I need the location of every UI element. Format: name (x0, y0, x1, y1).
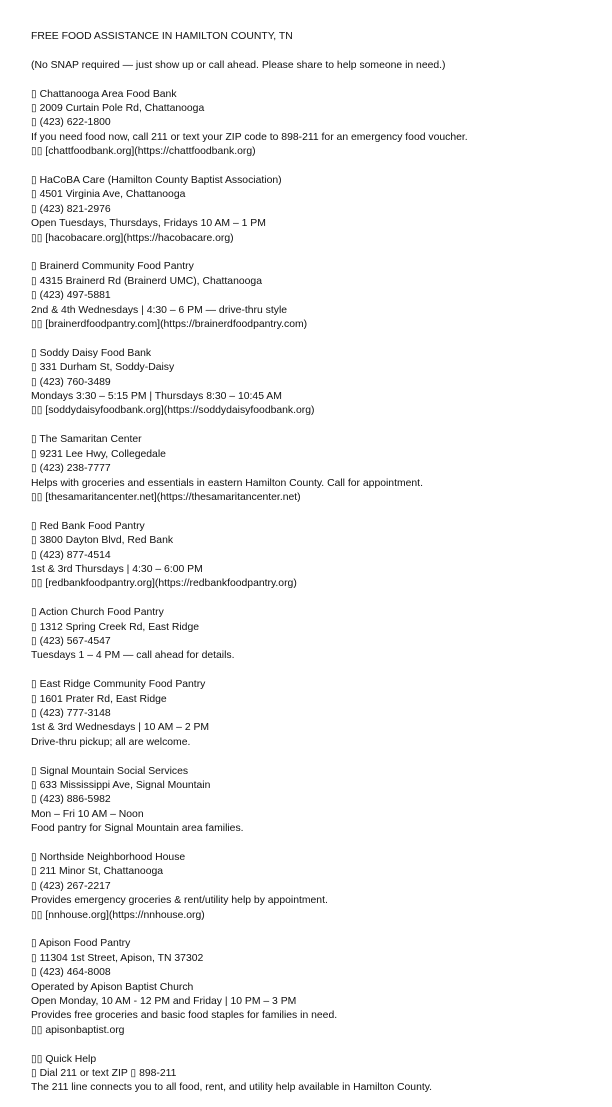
entry-note (31, 131, 612, 145)
entry-phone-line (31, 203, 612, 217)
pantry-entry (31, 937, 612, 1038)
pantry-entry (31, 520, 612, 592)
entry-note-text: Food pantry for Signal Mountain area families. (31, 823, 244, 835)
entry-note-text: Provides emergency groceries & rent/utility help by appointment. (31, 895, 328, 907)
entry-phone-line (31, 635, 612, 649)
document-title: FREE FOOD ASSISTANCE IN HAMILTON COUNTY, TN (31, 31, 293, 42)
entry-address-line (31, 534, 612, 548)
entry-address-line (31, 621, 612, 635)
phone-icon: ▯ (31, 1068, 37, 1080)
entry-website-link[interactable]: [redbankfoodpantry.org](https://redbankfoodpantry.org) (45, 578, 297, 590)
entry-address-line (31, 865, 612, 879)
pantry-entry (31, 88, 612, 160)
quick-help-heading (31, 1053, 612, 1067)
entry-name-line (31, 851, 612, 865)
pin-icon: ▯ (31, 952, 37, 964)
location-icon: ▯ (31, 88, 37, 100)
entry-note-text: 1st & 3rd Wednesdays | 10 AM – 2 PM (31, 722, 210, 734)
entry-web-line (31, 232, 612, 246)
entry-note-text: 2nd & 4th Wednesdays | 4:30 – 6 PM — drive-thru style (31, 304, 288, 316)
globe-icon: ▯▯ (31, 146, 43, 158)
info-icon: ▯▯ (31, 1053, 43, 1065)
globe-icon: ▯▯ (31, 405, 43, 417)
entry-address: 2009 Curtain Pole Rd, Chattanooga (39, 103, 205, 114)
location-icon: ▯ (31, 347, 37, 359)
entry-phone-line (31, 462, 612, 476)
spacer (31, 160, 612, 174)
entry-address-line (31, 188, 612, 202)
phone-icon: ▯ (31, 794, 37, 806)
entry-phone: (423) 760-3489 (39, 376, 111, 388)
phone-icon: ▯ (31, 549, 37, 561)
pantry-entry (31, 678, 612, 750)
entry-note-text: Open Tuesdays, Thursdays, Fridays 10 AM – 1 PM (31, 218, 266, 230)
entry-name-line (31, 260, 612, 274)
entry-name-line (31, 606, 612, 620)
entry-website-link[interactable]: [chattfoodbank.org](https://chattfoodbank.org) (45, 146, 256, 158)
pin-icon: ▯ (31, 103, 37, 114)
quick-help-note: The 211 line connects you to all food, rent, and utility help available in Hamilton County. (31, 1082, 433, 1094)
location-icon: ▯ (31, 607, 37, 619)
entry-address-line (31, 361, 612, 375)
globe-icon: ▯▯ (31, 909, 43, 921)
entry-note (31, 808, 612, 822)
entry-web-line (31, 491, 612, 505)
entry-note (31, 995, 612, 1009)
spacer (31, 246, 612, 260)
entry-note (31, 894, 612, 908)
phone-icon: ▯ (31, 290, 37, 302)
entry-phone-line (31, 707, 612, 721)
entry-name-line (31, 88, 612, 102)
entry-note-text: Mondays 3:30 – 5:15 PM | Thursdays 8:30 – 10:45 AM (31, 391, 282, 403)
spacer (31, 44, 612, 58)
entry-phone-line (31, 289, 612, 303)
entry-phone: (423) 877-4514 (39, 549, 111, 561)
entry-website-link[interactable]: [nnhouse.org](https://nnhouse.org) (45, 909, 205, 921)
spacer (31, 505, 612, 519)
entry-web-line (31, 318, 612, 332)
entry-note (31, 1009, 612, 1023)
entry-web-line (31, 577, 612, 591)
pantry-entry (31, 174, 612, 246)
spacer (31, 332, 612, 346)
spacer (31, 419, 612, 433)
phone-icon: ▯ (31, 967, 37, 979)
entry-website-link[interactable]: [hacobacare.org](https://hacobacare.org) (45, 232, 234, 244)
entry-note-text: 1st & 3rd Thursdays | 4:30 – 6:00 PM (31, 563, 203, 575)
dial-number: 898-211 (139, 1068, 177, 1080)
entry-address: 331 Durham St, Soddy-Daisy (39, 362, 175, 374)
phone-icon: ▯ (31, 463, 37, 475)
entry-website-link[interactable]: apisonbaptist.org (45, 1024, 125, 1036)
globe-icon: ▯▯ (31, 1024, 43, 1036)
entry-note (31, 649, 612, 663)
entry-name: Signal Mountain Social Services (39, 765, 189, 777)
pin-icon: ▯ (31, 189, 37, 201)
entry-name: HaCoBA Care (Hamilton County Baptist Association) (39, 175, 282, 187)
entry-note-text: Drive-thru pickup; all are welcome. (31, 736, 191, 748)
entry-web-line (31, 909, 612, 923)
entry-address: 4315 Brainerd Rd (Brainerd UMC), Chattanooga (39, 275, 262, 287)
entry-name-line (31, 678, 612, 692)
entry-address-line (31, 779, 612, 793)
entry-name: Brainerd Community Food Pantry (39, 261, 194, 273)
entry-phone: (423) 238-7777 (39, 463, 111, 475)
spacer (31, 73, 612, 87)
entry-phone: (423) 267-2217 (39, 880, 111, 892)
quick-help-title: Quick Help (45, 1053, 97, 1065)
entry-name: The Samaritan Center (39, 434, 142, 446)
location-icon: ▯ (31, 261, 37, 273)
entry-phone: (423) 567-4547 (39, 635, 111, 647)
pin-icon: ▯ (31, 779, 37, 791)
pantry-entry (31, 260, 612, 332)
entry-note (31, 563, 612, 577)
entry-note-text: Operated by Apison Baptist Church (31, 981, 194, 993)
quick-help-dial (31, 1067, 612, 1081)
entry-name: Red Bank Food Pantry (39, 520, 145, 532)
entry-address-line (31, 275, 612, 289)
entry-address: 3800 Dayton Blvd, Red Bank (39, 535, 174, 547)
entry-phone-line (31, 116, 612, 130)
entry-name: Chattanooga Area Food Bank (39, 88, 177, 100)
entry-note-text: Mon – Fri 10 AM – Noon (31, 808, 144, 820)
entry-web-line (31, 1024, 612, 1038)
globe-icon: ▯▯ (31, 232, 43, 244)
entry-name: Action Church Food Pantry (39, 607, 164, 619)
phone-icon: ▯ (31, 707, 37, 719)
entry-address-line (31, 952, 612, 966)
entry-address: 211 Minor St, Chattanooga (39, 866, 164, 878)
entry-name-line (31, 520, 612, 534)
location-icon: ▯ (31, 434, 37, 446)
spacer (31, 750, 612, 764)
entry-name-line (31, 433, 612, 447)
spacer (31, 664, 612, 678)
spacer (31, 1038, 612, 1052)
phone-icon: ▯ (31, 376, 37, 388)
entry-note (31, 390, 612, 404)
pantry-entry (31, 347, 612, 419)
entry-phone-line (31, 793, 612, 807)
entry-name-line (31, 937, 612, 951)
entry-phone-line (31, 376, 612, 390)
entry-note-text: If you need food now, call 211 or text your ZIP code to 898-211 for an emergency food voucher. (31, 131, 468, 143)
entry-address-line (31, 693, 612, 707)
entry-phone: (423) 622-1800 (39, 117, 111, 129)
entry-address-line (31, 448, 612, 462)
entry-web-line (31, 404, 612, 418)
entry-phone: (423) 821-2976 (39, 203, 111, 215)
entry-name-line (31, 174, 612, 188)
entry-web-line (31, 145, 612, 159)
globe-icon: ▯▯ (31, 491, 43, 503)
entry-phone-line (31, 880, 612, 894)
pin-icon: ▯ (31, 362, 37, 374)
entry-phone: (423) 886-5982 (39, 794, 111, 806)
pantry-entry (31, 765, 612, 837)
entry-phone: (423) 464-8008 (39, 967, 111, 979)
entry-note-text: Tuesdays 1 – 4 PM — call ahead for details. (31, 650, 235, 662)
entry-website-link[interactable]: [thesamaritancenter.net](https://thesamaritancenter.net) (45, 491, 301, 503)
entry-name: Soddy Daisy Food Bank (39, 347, 152, 359)
entry-address: 1312 Spring Creek Rd, East Ridge (39, 621, 200, 633)
entry-address: 9231 Lee Hwy, Collegedale (39, 448, 166, 460)
entry-note (31, 721, 612, 735)
phone-icon: ▯ (31, 117, 37, 129)
entry-website-link[interactable]: [brainerdfoodpantry.com](https://brainerdfoodpantry.com) (45, 319, 308, 331)
pantry-entry (31, 851, 612, 923)
location-icon: ▯ (31, 520, 37, 532)
entry-address: 11304 1st Street, Apison, TN 37302 (39, 952, 204, 964)
entry-phone: (423) 497-5881 (39, 290, 111, 302)
pin-icon: ▯ (31, 866, 37, 878)
pin-icon: ▯ (31, 275, 37, 287)
pin-icon: ▯ (31, 535, 37, 547)
entry-note (31, 822, 612, 836)
dial-text: Dial 211 or text ZIP (39, 1068, 128, 1080)
entry-address-line (31, 102, 612, 116)
pin-icon: ▯ (31, 448, 37, 460)
entry-note (31, 981, 612, 995)
entry-note (31, 217, 612, 231)
spacer (31, 837, 612, 851)
location-icon: ▯ (31, 679, 37, 691)
pantry-entry (31, 433, 612, 505)
phone-icon: ▯ (31, 635, 37, 647)
arrow-icon: ▯ (130, 1068, 137, 1080)
location-icon: ▯ (31, 175, 37, 187)
location-icon: ▯ (31, 851, 37, 863)
pin-icon: ▯ (31, 621, 37, 633)
entry-name: Apison Food Pantry (39, 938, 131, 950)
pin-icon: ▯ (31, 693, 37, 705)
phone-icon: ▯ (31, 880, 37, 892)
entry-name: Northside Neighborhood House (39, 851, 186, 863)
phone-icon: ▯ (31, 203, 37, 215)
entry-name-line (31, 765, 612, 779)
spacer (31, 592, 612, 606)
entry-note-text: Provides free groceries and basic food staples for families in need. (31, 1010, 338, 1022)
entry-name-line (31, 347, 612, 361)
entry-address: 633 Mississippi Ave, Signal Mountain (39, 779, 211, 791)
quick-help (31, 1053, 612, 1096)
entry-phone-line (31, 966, 612, 980)
pantry-entry (31, 606, 612, 664)
intro-text: (No SNAP required — just show up or call ahead. Please share to help someone in need.) (31, 59, 446, 71)
entry-website-link[interactable]: [soddydaisyfoodbank.org](https://soddydaisyfoodbank.org) (45, 405, 315, 417)
entry-note (31, 304, 612, 318)
entry-address: 1601 Prater Rd, East Ridge (39, 693, 167, 705)
globe-icon: ▯▯ (31, 319, 43, 331)
entry-phone-line (31, 549, 612, 563)
location-icon: ▯ (31, 938, 37, 950)
entry-name: East Ridge Community Food Pantry (39, 679, 206, 691)
entry-phone: (423) 777-3148 (39, 707, 111, 719)
location-icon: ▯ (31, 765, 37, 777)
entries-list (31, 88, 612, 1053)
entry-note (31, 477, 612, 491)
globe-icon: ▯▯ (31, 578, 43, 590)
entry-address: 4501 Virginia Ave, Chattanooga (39, 189, 186, 201)
spacer (31, 923, 612, 937)
entry-note-text: Helps with groceries and essentials in eastern Hamilton County. Call for appointment. (31, 477, 423, 489)
entry-note-text: Open Monday, 10 AM - 12 PM and Friday | 10 PM – 3 PM (31, 996, 297, 1008)
entry-note (31, 736, 612, 750)
